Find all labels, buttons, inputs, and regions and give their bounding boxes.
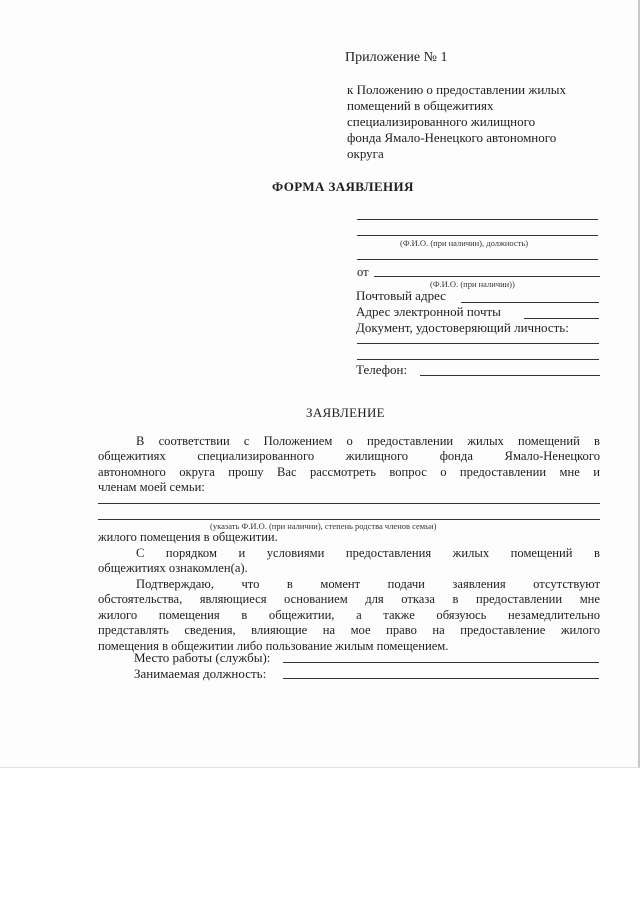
phone-label: Телефон: (356, 362, 408, 377)
paragraph-request-line-4: членам моей семьи: (98, 480, 205, 495)
paragraph-confirmation-line-2: обстоятельства, являющиеся основанием для отказа в предоставлении мне (98, 592, 600, 607)
workplace-line[interactable] (283, 662, 599, 663)
paragraph-acknowledged-line-1: С порядком и условиями предоставления жилых помещений в (136, 546, 600, 560)
workplace-label: Место работы (службы): (134, 650, 271, 665)
paragraph-confirmation-line-5: помещения в общежитии либо пользование жилым помещением. (98, 638, 449, 653)
paragraph-confirmation-line-4: представлять сведения, влияющие на мое право на предоставление жилого (98, 623, 600, 638)
paragraph-confirmation-line-3: жилого помещения в общежитии, а также обязуюсь незамедлительно (98, 607, 600, 622)
family-caption: (указать Ф.И.О. (при наличии), степень родства членов семьи) (210, 521, 437, 531)
appendix-reference-line-4: фонда Ямало-Ненецкого автономного (347, 130, 557, 145)
phone-line[interactable] (420, 375, 600, 376)
id-document-line-2[interactable] (357, 359, 599, 360)
paragraph-request-line-2: общежитиях специализированного жилищного фонда Ямало-Ненецкого (98, 449, 600, 464)
from-line[interactable] (374, 276, 600, 277)
from-label: от (357, 265, 369, 279)
appendix-reference-line-1: к Положению о предоставлении жилых (347, 82, 567, 97)
paragraph-acknowledged (98, 546, 600, 577)
family-members-line-1[interactable] (98, 503, 600, 504)
paragraph-request-line-3: автономного округа прошу Вас рассмотреть вопрос о предоставлении мне и (98, 464, 600, 479)
position-line[interactable] (283, 678, 599, 679)
addressee-line-1[interactable] (357, 219, 598, 220)
paragraph-request-line-1: В соответствии с Положением о предоставлении жилых помещений в (136, 434, 600, 448)
paragraph-acknowledged-line-2: общежитиях ознакомлен(а). (98, 561, 248, 576)
id-document-line-1[interactable] (357, 343, 599, 344)
paragraph-confirmation-line-1: Подтверждаю, что в момент подачи заявления отсутствуют (136, 577, 600, 591)
postal-address-label: Почтовый адрес (356, 288, 446, 303)
appendix-reference-line-3: специализированного жилищного (347, 114, 536, 129)
addressee-line-3[interactable] (357, 259, 598, 260)
appendix-label: Приложение № 1 (345, 50, 448, 65)
email-label: Адрес электронной почты (356, 304, 501, 319)
fio-caption: (Ф.И.О. (при наличии)) (430, 279, 515, 289)
id-document-label: Документ, удостоверяющий личность: (356, 320, 569, 335)
postal-address-line[interactable] (461, 302, 599, 303)
paragraph-confirmation (98, 577, 600, 654)
paragraph-request (98, 434, 600, 496)
addressee-line-2[interactable] (357, 235, 598, 236)
paragraph-request-end: жилого помещения в общежитии. (98, 530, 278, 544)
fio-position-caption: (Ф.И.О. (при наличии), должность) (400, 238, 529, 248)
appendix-reference-line-2: помещений в общежитиях (347, 98, 494, 113)
form-title: ФОРМА ЗАЯВЛЕНИЯ (272, 179, 414, 194)
appendix-reference-line-5: округа (347, 146, 384, 161)
family-members-line-2[interactable] (98, 519, 600, 520)
statement-title: ЗАЯВЛЕНИЕ (306, 405, 385, 420)
email-line[interactable] (524, 318, 599, 319)
position-label: Занимаемая должность: (134, 666, 267, 681)
